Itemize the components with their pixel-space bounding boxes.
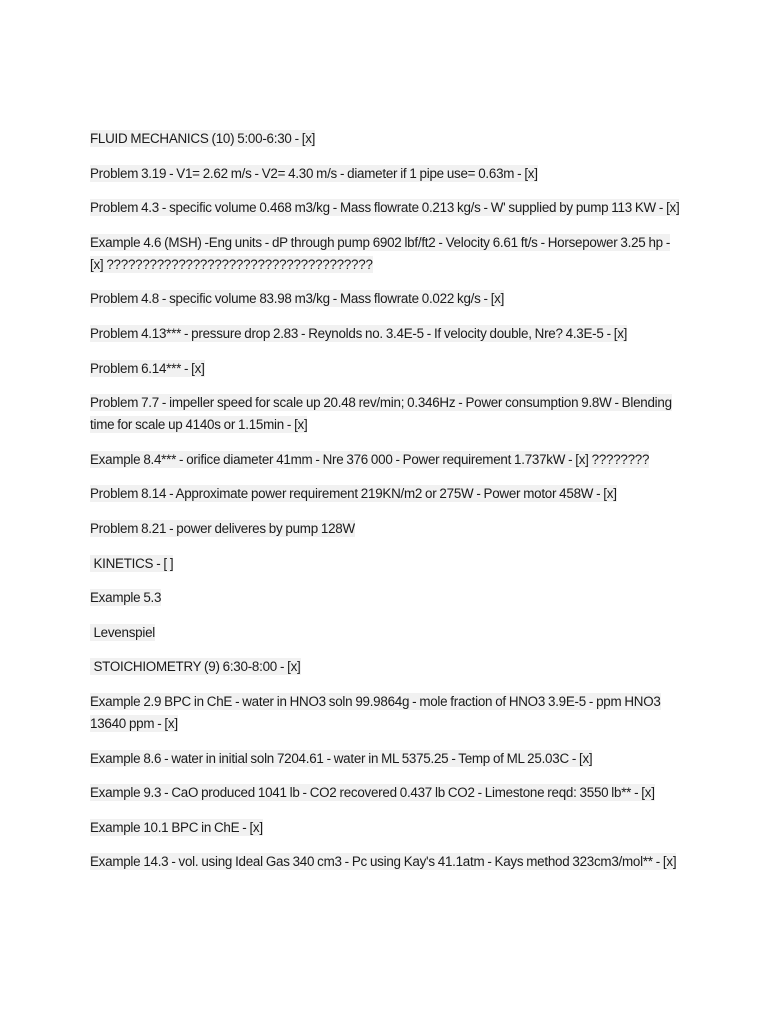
list-item: Problem 3.19 - V1= 2.62 m/s - V2= 4.30 m/s - diameter if 1 pipe use= 0.63m - [x] [90,165,538,181]
list-item: Problem 4.13*** - pressure drop 2.83 - Reynolds no. 3.4E-5 - If velocity double, Nre? 4.3E-5 - [x] [90,325,628,341]
list-item: Example 8.4*** - orifice diameter 41mm - Nre 376 000 - Power requirement 1.737kW - [x] ???????? [90,451,650,467]
section-heading-fluid-mechanics: FLUID MECHANICS (10) 5:00-6:30 - [x] [90,131,316,146]
list-item: Problem 8.21 - power deliveres by pump 128W [90,520,355,536]
list-item: Example 4.6 (MSH) -Eng units - dP through pump 6902 lbf/ft2 - Velocity 6.61 ft/s - Horsepower 3.25 hp - [x] ????????????????????????????????????? [90,234,671,272]
list-item: Example 9.3 - CaO produced 1041 lb - CO2 recovered 0.437 lb CO2 - Limestone reqd: 3550 lb** - [x] [90,785,655,801]
list-item: Problem 4.3 - specific volume 0.468 m3/kg - Mass flowrate 0.213 kg/s - W' supplied by pump 113 KW - [x] [90,200,680,216]
list-item: Problem 6.14*** - [x] [90,360,205,376]
section-heading-kinetics: KINETICS - [ ] [90,555,174,571]
list-item: Problem 8.14 - Approximate power requirement 219KN/m2 or 275W - Power motor 458W - [x] [90,486,617,502]
list-item: Example 8.6 - water in initial soln 7204.61 - water in ML 5375.25 - Temp of ML 25.03C - [x] [90,750,593,766]
list-item: Problem 7.7 - impeller speed for scale up 20.48 rev/min; 0.346Hz - Power consumption 9.8W - Blending time for scale up 4140s or 1.15min - [x] [90,395,672,433]
list-item: Example 2.9 BPC in ChE - water in HNO3 soln 99.9864g - mole fraction of HNO3 3.9E-5 - ppm HNO3 13640 ppm - [x] [90,693,661,731]
list-item: Example 10.1 BPC in ChE - [x] [90,819,263,835]
section-heading-stoichiometry: STOICHIOMETRY (9) 6:30-8:00 - [x] [90,659,301,675]
list-item: Levenspiel [90,624,155,640]
document-body [90,128,680,886]
list-item: Example 5.3 [90,590,162,606]
list-item: Problem 4.8 - specific volume 83.98 m3/kg - Mass flowrate 0.022 kg/s - [x] [90,291,505,307]
list-item: Example 14.3 - vol. using Ideal Gas 340 cm3 - Pc using Kay's 41.1atm - Kays method 323cm3/mol** - [x] [90,854,677,870]
